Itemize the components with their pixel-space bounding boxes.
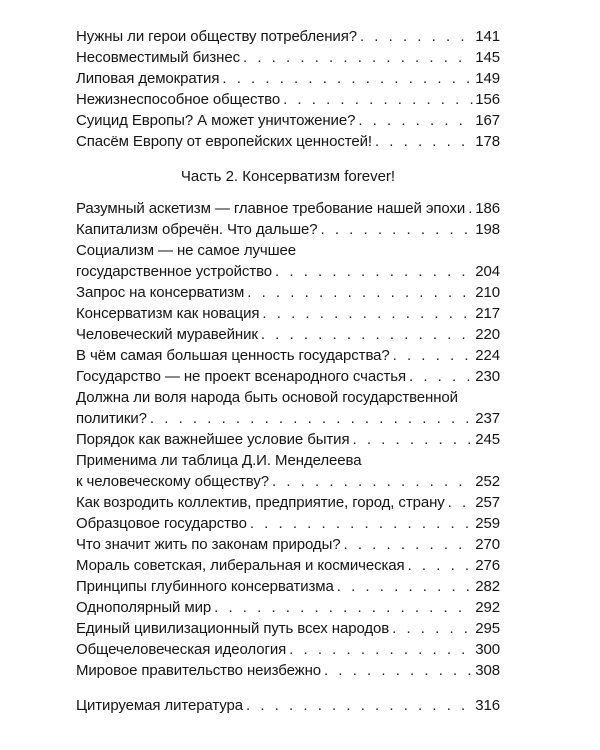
toc-entry-title: Суицид Европы? А может уничтожение? (76, 112, 356, 129)
toc-entry (76, 620, 500, 641)
toc-entry (76, 452, 500, 494)
toc-entry (76, 641, 500, 662)
toc-entry (76, 536, 500, 557)
toc-entry-page: 300 (475, 641, 500, 658)
dot-leader (246, 697, 473, 715)
toc-entry-page: 245 (475, 431, 500, 448)
dot-leader (247, 284, 473, 302)
toc-entry-title: В чём самая большая ценность государства? (76, 347, 390, 364)
dot-leader (468, 200, 473, 218)
dot-leader (262, 305, 473, 323)
dot-leader (214, 599, 473, 617)
dot-leader (360, 28, 473, 46)
toc-entry-title: Однополярный мир (76, 599, 212, 616)
toc-entry-page: 145 (475, 49, 500, 66)
toc-entry-page: 252 (475, 473, 500, 490)
toc-entry-title: государственное устройство (76, 263, 273, 280)
toc-entry-page: 220 (475, 326, 500, 343)
toc-entry-title: Порядок как важнейшее условие бытия (76, 431, 350, 448)
toc-entry (76, 557, 500, 578)
toc-entry (76, 662, 500, 683)
toc-entry-title-line1: Применима ли таблица Д.И. Менделеева (76, 452, 362, 469)
toc-entry (76, 112, 500, 133)
toc-entry-title: Мораль советская, либеральная и космическая (76, 557, 405, 574)
toc-entry-page: 178 (475, 133, 500, 150)
toc-entry-page: 295 (475, 620, 500, 637)
toc-entry-title: Нужны ли герои обществу потребления? (76, 28, 357, 45)
toc-entry-page: 292 (475, 599, 500, 616)
toc-entry (76, 578, 500, 599)
toc-entry (76, 389, 500, 431)
toc-entry (76, 28, 500, 49)
dot-leader (324, 662, 473, 680)
toc-entry-page: 217 (475, 305, 500, 322)
dot-leader (272, 473, 473, 491)
toc-entry (76, 242, 500, 284)
toc-entry (76, 133, 500, 154)
toc-entry-page: 186 (475, 200, 500, 217)
dot-leader (375, 133, 473, 151)
toc-entry-title: Разумный аскетизм — главное требование нашей эпохи (76, 200, 466, 217)
toc-entry-title: политики? (76, 410, 147, 427)
dot-leader (392, 620, 473, 638)
toc-entry-page: 259 (475, 515, 500, 532)
dot-leader (222, 70, 473, 88)
toc-entry-page: 149 (475, 70, 500, 87)
toc-entry-page: 257 (475, 494, 500, 511)
toc-entry-title: Нежизнеспособное общество (76, 91, 281, 108)
toc-entry-page: 270 (475, 536, 500, 553)
toc-entry-title-line1: Должна ли воля народа быть основой государственной (76, 389, 458, 406)
part-heading: Часть 2. Консерватизм forever! (180, 168, 396, 185)
dot-leader (275, 263, 473, 281)
toc-entry-page: 198 (475, 221, 500, 238)
toc-entry-title: Человеческий муравейник (76, 326, 258, 343)
toc-entry-page: 276 (475, 557, 500, 574)
toc-entry (76, 599, 500, 620)
toc-entry-title: Образцовое государство (76, 515, 247, 532)
toc-entry-page: 167 (475, 112, 500, 129)
toc-entry (76, 305, 500, 326)
toc-entry-title: Как возродить коллектив, предприятие, город, страну (76, 494, 445, 511)
toc-entry-title: Государство — не проект всенародного счастья (76, 368, 407, 385)
toc-entry (76, 49, 500, 70)
toc-entry-page: 141 (475, 28, 500, 45)
dot-leader (250, 515, 473, 533)
toc-entry-page: 237 (475, 410, 500, 427)
toc-entry-title: Капитализм обречён. Что дальше? (76, 221, 318, 238)
toc-entry (76, 515, 500, 536)
dot-leader (358, 112, 473, 130)
toc-entry-title: Единый цивилизационный путь всех народов (76, 620, 390, 637)
toc-entry (76, 70, 500, 91)
toc-entry-title: Несовместимый бизнес (76, 49, 241, 66)
toc-entry-page: 224 (475, 347, 500, 364)
toc-entry (76, 200, 500, 221)
toc-entry-title: Общечеловеческая идеология (76, 641, 287, 658)
dot-leader (321, 221, 474, 239)
toc-entry-bibliography (76, 697, 500, 718)
toc-entry (76, 91, 500, 112)
toc-entry-page: 282 (475, 578, 500, 595)
toc-entry-page: 308 (475, 662, 500, 679)
toc-entry-title: Мировое правительство неизбежно (76, 662, 322, 679)
toc-entry-title: Консерватизм как новация (76, 305, 260, 322)
dot-leader (408, 557, 474, 575)
toc-entry (76, 431, 500, 452)
toc-entry-page: 210 (475, 284, 500, 301)
toc-entry-page: 316 (475, 697, 500, 714)
dot-leader (261, 326, 473, 344)
toc-entry-title: к человеческому обществу? (76, 473, 269, 490)
dot-leader (344, 536, 474, 554)
dot-leader (283, 91, 473, 109)
dot-leader (337, 578, 474, 596)
dot-leader (393, 347, 474, 365)
toc-entry-title: Принципы глубинного консерватизма (76, 578, 334, 595)
toc-entry (76, 347, 500, 368)
toc-entry-title-line1: Социализм — не самое лучшее (76, 242, 297, 259)
toc-entry (76, 368, 500, 389)
dot-leader (243, 49, 473, 67)
toc-entry (76, 326, 500, 347)
toc-entry-page: 156 (475, 91, 500, 108)
toc-entry-title: Запрос на консерватизм (76, 284, 245, 301)
dot-leader (352, 431, 473, 449)
dot-leader (150, 410, 473, 428)
toc-entry-page: 230 (475, 368, 500, 385)
toc-entry-title: Липовая демократия (76, 70, 220, 87)
toc-entry-title: Спасём Европу от европейских ценностей! (76, 133, 372, 150)
toc-entry (76, 221, 500, 242)
toc-entry (76, 284, 500, 305)
toc-entry-title: Что значит жить по законам природы? (76, 536, 341, 553)
dot-leader (409, 368, 473, 386)
toc-entry-title: Цитируемая литература (76, 697, 244, 714)
dot-leader (289, 641, 473, 659)
toc-entry (76, 494, 500, 515)
toc-entry-page: 204 (475, 263, 500, 280)
dot-leader (448, 494, 474, 512)
